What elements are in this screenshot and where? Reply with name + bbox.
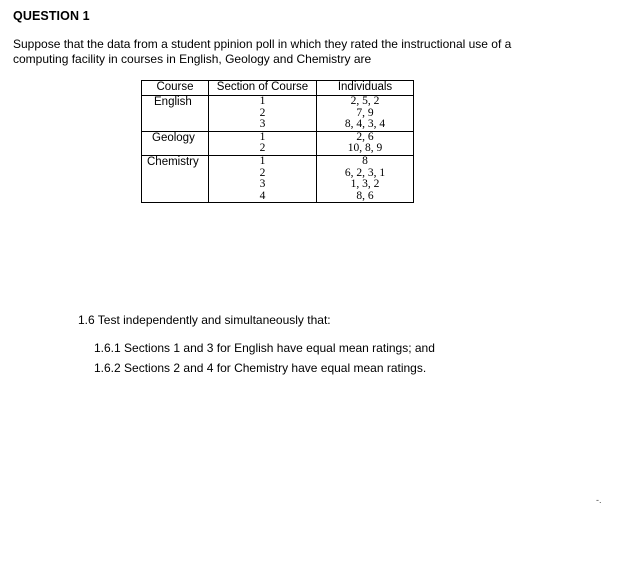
individuals-cell: 8 [362, 154, 368, 167]
data-table [141, 80, 414, 203]
individuals-cell: 2, 5, 2 [350, 95, 380, 107]
section-cell: 3 [259, 178, 266, 191]
course-chemistry: Chemistry [142, 155, 209, 202]
individuals-cell: 8, 6 [356, 189, 374, 202]
header-course: Course [142, 81, 209, 96]
sections-english [209, 96, 317, 132]
question-intro [13, 37, 573, 67]
section-cell: 2 [259, 142, 266, 155]
header-section: Section of Course [209, 81, 317, 96]
task-main: 1.6 Test independently and simultaneously that: [78, 313, 331, 327]
question-heading: QUESTION 1 [13, 9, 90, 23]
section-cell: 2 [259, 106, 266, 119]
course-geology: Geology [142, 131, 209, 155]
individuals-cell: 2, 6 [356, 130, 374, 143]
course-english: English [142, 96, 209, 132]
section-cell: 2 [259, 166, 266, 179]
table-row-geology [142, 131, 414, 155]
table-header-row [142, 81, 414, 96]
corner-mark: -. [596, 495, 602, 505]
sections-geology [209, 131, 317, 155]
individuals-cell: 10, 8, 9 [347, 142, 383, 155]
individuals-geology [317, 131, 414, 155]
table-row-chemistry [142, 155, 414, 202]
individuals-chemistry [317, 155, 414, 202]
intro-line-1: Suppose that the data from a student ppinion poll in which they rated the instructional use of a [13, 37, 512, 51]
intro-line-2: computing facility in courses in English, Geology and Chemistry are [13, 52, 372, 66]
individuals-cell: 1, 3, 2 [350, 178, 380, 191]
sections-chemistry [209, 155, 317, 202]
section-cell: 3 [259, 118, 266, 131]
section-cell: 4 [259, 189, 266, 202]
section-cell: 1 [259, 154, 266, 167]
header-individuals: Individuals [317, 81, 414, 96]
section-cell: 1 [259, 130, 266, 143]
task-sub-1: 1.6.1 Sections 1 and 3 for English have equal mean ratings; and [94, 341, 435, 355]
individuals-cell: 8, 4, 3, 4 [344, 118, 386, 131]
table-row-english [142, 96, 414, 132]
individuals-cell: 6, 2, 3, 1 [344, 166, 386, 179]
task-sub-2: 1.6.2 Sections 2 and 4 for Chemistry have equal mean ratings. [94, 361, 427, 375]
section-cell: 1 [259, 95, 266, 107]
individuals-cell: 7, 9 [356, 106, 374, 119]
individuals-english [317, 96, 414, 132]
